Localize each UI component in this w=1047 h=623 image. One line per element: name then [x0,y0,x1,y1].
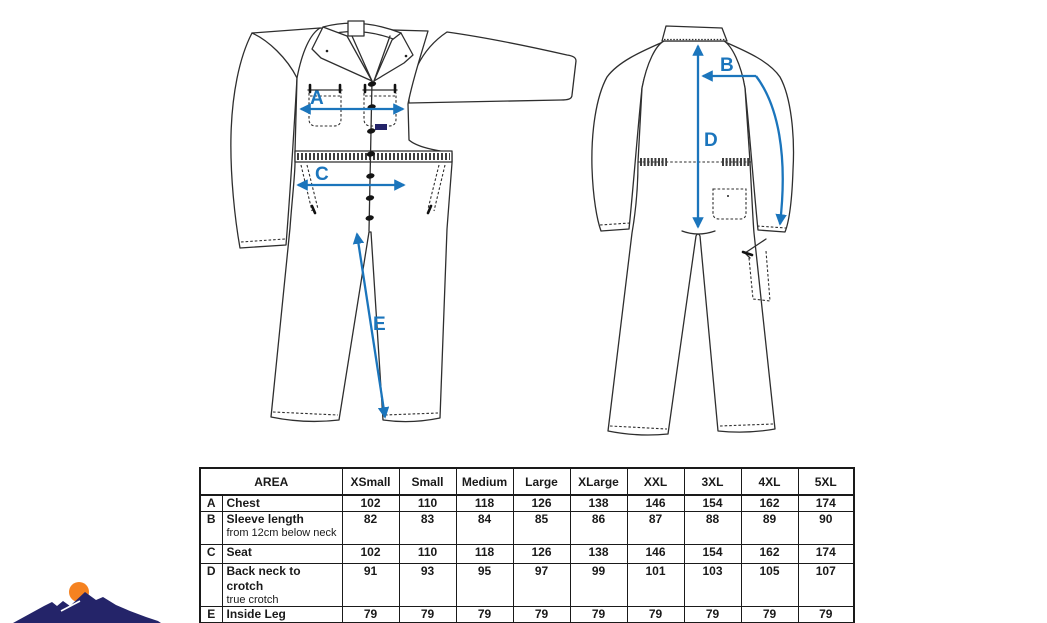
front-view-drawing [231,21,576,422]
sleeve-measure-label: B [720,55,734,76]
cell-value: 162 [741,545,798,564]
table-header-size: 4XL [741,468,798,495]
cell-value: 102 [342,495,399,512]
cell-value: 97 [513,564,570,607]
cell-value: 138 [570,545,627,564]
cell-value: 126 [513,545,570,564]
table-header-area: AREA [200,468,342,495]
chest-measure-label: A [310,88,324,109]
table-header-size: XLarge [570,468,627,495]
table-row-inside-leg [200,607,854,623]
cell-value: 154 [684,545,741,564]
cell-value: 154 [684,495,741,512]
table-row-chest [200,495,854,512]
cell-value: 93 [399,564,456,607]
cell-value: 146 [627,495,684,512]
cell-value: 146 [627,545,684,564]
table-header-size: 5XL [798,468,854,495]
row-area: Inside Leg [222,607,342,623]
cell-value: 82 [342,512,399,545]
row-area: Back neck to crotch true crotch [222,564,342,607]
cell-value: 79 [684,607,741,623]
row-letter: E [200,607,222,623]
hanger-tab [348,21,364,36]
table-header-row [200,468,854,495]
cell-value: 118 [456,545,513,564]
size-table [199,467,855,623]
brand-logo [13,582,161,623]
cell-value: 84 [456,512,513,545]
cell-value: 110 [399,545,456,564]
row-area: Seat [222,545,342,564]
table-header-size: Large [513,468,570,495]
cell-value: 85 [513,512,570,545]
back-collar [662,26,727,41]
inside-leg-measure-label: E [373,314,386,335]
cell-value: 103 [684,564,741,607]
cell-value: 107 [798,564,854,607]
cell-value: 138 [570,495,627,512]
cell-value: 91 [342,564,399,607]
cell-value: 99 [570,564,627,607]
cell-value: 79 [399,607,456,623]
table-header-size: XXL [627,468,684,495]
cell-value: 174 [798,495,854,512]
front-extended-sleeve [409,32,576,103]
cell-value: 89 [741,512,798,545]
cell-value: 118 [456,495,513,512]
cell-value: 110 [399,495,456,512]
cell-value: 79 [627,607,684,623]
cell-value: 162 [741,495,798,512]
cell-value: 101 [627,564,684,607]
cell-value: 79 [456,607,513,623]
cell-value: 105 [741,564,798,607]
cell-value: 126 [513,495,570,512]
cell-value: 102 [342,545,399,564]
front-left-sleeve [231,33,297,248]
row-letter: C [200,545,222,564]
row-letter: A [200,495,222,512]
front-shoulder-seam [252,28,320,33]
table-header-size: XSmall [342,468,399,495]
cell-value: 83 [399,512,456,545]
row-letter: D [200,564,222,607]
cell-value: 86 [570,512,627,545]
cell-value: 87 [627,512,684,545]
table-row-back-neck-to-crotch [200,564,854,607]
table-row-sleeve-length [200,512,854,545]
logo-mountain-icon [13,592,161,623]
cell-value: 79 [798,607,854,623]
row-area: Chest [222,495,342,512]
row-letter: B [200,512,222,545]
cell-value: 90 [798,512,854,545]
seat-measure-label: C [315,164,329,185]
cell-value: 79 [513,607,570,623]
table-header-size: Small [399,468,456,495]
size-table-container [199,467,855,623]
table-row-seat [200,545,854,564]
cell-value: 88 [684,512,741,545]
cell-value: 79 [342,607,399,623]
brand-tag [375,124,387,130]
cell-value: 174 [798,545,854,564]
back-neck-measure-label: D [704,130,718,151]
row-area: Sleeve length from 12cm below neck [222,512,342,545]
cell-value: 79 [570,607,627,623]
cell-value: 79 [741,607,798,623]
cell-value: 95 [456,564,513,607]
table-header-size: 3XL [684,468,741,495]
table-header-size: Medium [456,468,513,495]
